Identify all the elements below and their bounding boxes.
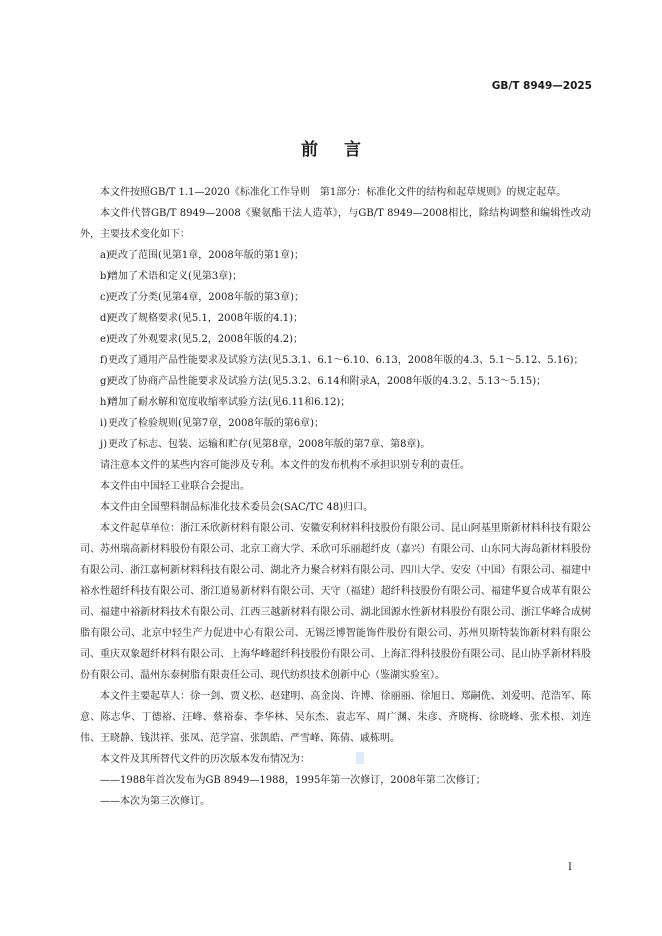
list-item-text: 更改了协商产品性能要求及试验方法(见5.3.2、6.14和附录A，2008年版的4.3.2、5.13～5.15)；: [108, 376, 547, 387]
list-item: [80, 413, 591, 434]
paragraph-proposer: 本文件由中国轻工业联合会提出。: [100, 481, 250, 492]
paragraph-drafting-units: 本文件起草单位：浙江禾欣新材料有限公司、安徽安利材料科技股份有限公司、昆山阿基里斯新材料科技有限公司、苏州瑞高新材料股份有限公司、北京工商大学、禾欣可乐丽超纤皮（嘉兴）有限公司、山东同大海岛新材料股份有限公司、浙江嘉柯新材料科技有限公司、湖北齐力聚合材料有限公司、四川大学、安安（中国）有限公司、福建中裕水性超纤科技有限公司、浙江道易新材料有限公司、天守（福建）超纤科技股份有限公司、福建华夏合成革有限公司、福建中裕新材料技术有限公司、江西三越新材料有限公司、湖北国源水性新材料股份有限公司、浙江华峰合成树脂有限公司、北京中轻生产力促进中心有限公司、无锡泛博智能饰件股份有限公司、苏州贝斯特装饰新材料有限公司、重庆双象超纤材料有限公司、上海华峰超纤科技股份有限公司、上海汇得科技股份有限公司、昆山协孚新材料股份有限公司、温州东泰树脂有限责任公司、现代纺织技术创新中心（鉴湖实验室）。: [80, 523, 591, 681]
list-item-label: i): [100, 418, 108, 429]
list-item-label: f): [100, 355, 108, 366]
list-item-label: h): [100, 397, 111, 408]
list-item: [80, 308, 591, 329]
paragraph-committee: 本文件由全国塑料制品标准化技术委员会(SAC/TC 48)归口。: [100, 502, 374, 513]
list-item: [80, 329, 591, 350]
history-item: ——1988年首次发布为GB 8949—1988，1995年第一次修订，2008年第二次修订；: [100, 775, 486, 786]
list-item-label: a): [100, 250, 110, 261]
list-item: [80, 245, 591, 266]
list-item: [80, 392, 591, 413]
paragraph-patent-notice: 请注意本文件的某些内容可能涉及专利。本文件的发布机构不承担识别专利的责任。: [100, 460, 470, 471]
standard-number: GB/T 8949—2025: [491, 80, 592, 92]
history-item: ——本次为第三次修订。: [100, 796, 210, 807]
list-item-label: b): [100, 271, 111, 282]
paragraph-drafters: 本文件主要起草人：徐一剑、贾义松、赵建明、高金岗、许博、徐丽丽、徐旭日、郑嗣侁、刘爱明、范浩军、陈意、陈志华、丁德裕、汪峰、蔡裕泰、李华林、吴东杰、袁志军、周广渊、朱彦、齐晓梅、徐晓峰、张术根、刘连伟、王晓静、钱洪祥、张凤、范学富、张凯皓、严雪峰、陈倩、戚栋明。: [80, 691, 591, 744]
list-item: [80, 371, 591, 392]
changes-list: [80, 245, 591, 455]
list-item-label: c): [100, 292, 110, 303]
list-item: [80, 287, 591, 308]
list-item-text: 更改了规格要求(见5.1，2008年版的4.1)；: [108, 313, 304, 324]
list-item-label: g): [100, 376, 111, 387]
list-item: [80, 434, 591, 455]
list-item: [80, 266, 591, 287]
paragraph-replacement: 本文件代替GB/T 8949—2008《聚氨酯干法人造革》，与GB/T 8949—2008相比，除结构调整和编辑性改动外，主要技术变化如下：: [80, 208, 591, 240]
list-item: [80, 350, 591, 371]
page-number: I: [568, 862, 572, 873]
foreword-body: [80, 182, 591, 812]
list-item-text: 增加了术语和定义(见第3章)；: [108, 271, 243, 282]
list-item-text: 更改了通用产品性能要求及试验方法(见5.3.1、6.1～6.10、6.13，2008年版的4.3、5.1～5.12、5.16)；: [108, 355, 584, 366]
list-item-text: 更改了标志、包装、运输和贮存(见第8章，2008年版的第7章、第8章)。: [108, 439, 431, 450]
list-item-text: 增加了耐水解和宽度收缩率试验方法(见6.11和6.12)；: [108, 397, 351, 408]
list-item-text: 更改了检验规则(见第7章，2008年版的第6章)；: [108, 418, 324, 429]
list-item-label: d): [100, 313, 111, 324]
list-item-text: 更改了外观要求(见5.2，2008年版的4.2)；: [108, 334, 304, 345]
paragraph-drafting-rules: 本文件按照GB/T 1.1—2020《标准化工作导则 第1部分：标准化文件的结构和起草规则》的规定起草。: [100, 187, 567, 198]
list-item-label: e): [100, 334, 110, 345]
list-item-text: 更改了范围(见第1章，2008年版的第1章)；: [108, 250, 304, 261]
list-item-text: 更改了分类(见第4章，2008年版的第3章)；: [108, 292, 304, 303]
page-title: 前言: [301, 140, 387, 160]
paragraph-history-intro: 本文件及其所替代文件的历次版本发布情况为：: [100, 754, 310, 765]
highlight-mark: [356, 752, 364, 764]
list-item-label: j): [100, 439, 108, 450]
